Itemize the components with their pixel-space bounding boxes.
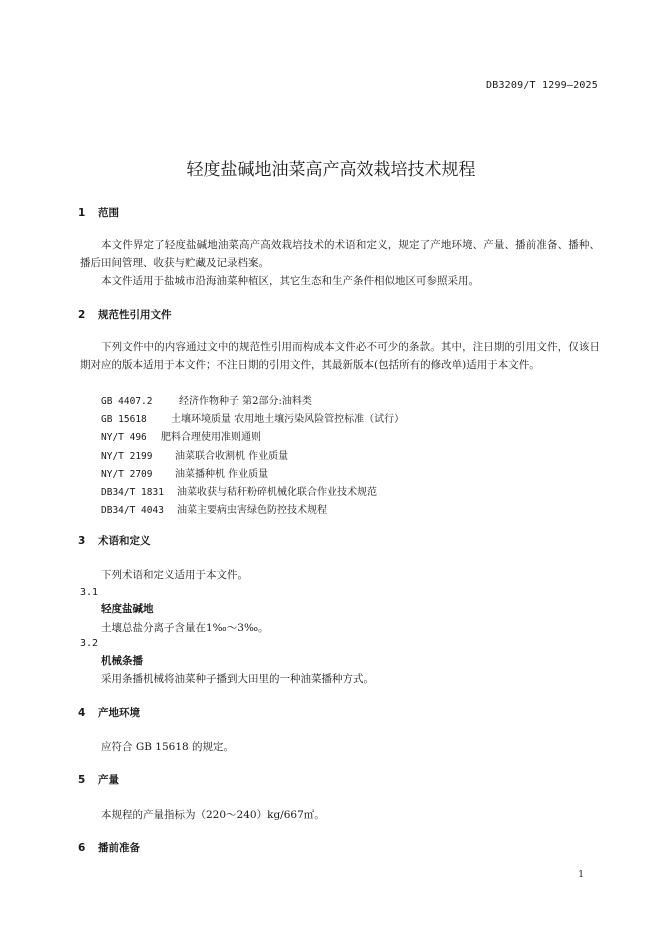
reference-name: 肥料合理使用准则通则 bbox=[161, 432, 261, 444]
page-number: 1 bbox=[578, 870, 584, 880]
section-title: 范围 bbox=[98, 207, 119, 219]
reference-code: DB34/T 4043 bbox=[101, 505, 164, 517]
reference-item bbox=[101, 448, 404, 466]
reference-item bbox=[101, 502, 404, 520]
section-1-heading bbox=[78, 205, 119, 220]
reference-item bbox=[101, 393, 404, 411]
environment-text: 应符合 GB 15618 的规定。 bbox=[101, 741, 235, 753]
term-number: 3.2 bbox=[80, 638, 99, 649]
reference-name: 经济作物种子 第2部分:油料类 bbox=[179, 396, 312, 407]
reference-code: GB 4407.2 bbox=[101, 396, 153, 407]
reference-code: NY/T 2199 bbox=[101, 450, 153, 462]
section-title: 术语和定义 bbox=[98, 535, 151, 547]
reference-name: 油菜联合收割机 作业质量 bbox=[175, 450, 289, 462]
reference-item bbox=[101, 411, 404, 429]
reference-code: NY/T 496 bbox=[101, 432, 147, 444]
section-number: 3 bbox=[78, 535, 86, 547]
section-title: 产地环境 bbox=[98, 707, 140, 719]
standard-code: DB3209/T 1299—2025 bbox=[486, 80, 598, 91]
normative-refs-intro: 下列文件中的内容通过文中的规范性引用而构成本文件必不可少的条款。其中，注日期的引用文件，仅该日期对应的版本适用于本文件；不注日期的引用文件，其最新版本(包括所有的修改单)适用于本文件。 bbox=[80, 341, 600, 371]
section-4-heading bbox=[78, 705, 140, 720]
reference-code: DB34/T 1831 bbox=[101, 487, 164, 499]
section-6-heading bbox=[78, 840, 140, 855]
term-definition: 采用条播机械将油菜种子播到大田里的一种油菜播种方式。 bbox=[101, 673, 374, 685]
section-number: 4 bbox=[78, 707, 86, 719]
reference-item bbox=[101, 466, 404, 484]
scope-paragraph-1: 本文件界定了轻度盐碱地油菜高产高效栽培技术的术语和定义，规定了产地环境、产量、播前准备、播种、播后田间管理、收获与贮藏及记录档案。 bbox=[80, 239, 600, 269]
section-2-heading bbox=[78, 307, 172, 322]
section-number: 6 bbox=[78, 842, 86, 854]
reference-item bbox=[101, 429, 404, 447]
reference-code: NY/T 2709 bbox=[101, 468, 153, 480]
section-title: 规范性引用文件 bbox=[98, 309, 172, 321]
reference-name: 油菜主要病虫害绿色防控技术规程 bbox=[177, 505, 327, 517]
terms-intro: 下列术语和定义适用于本文件。 bbox=[101, 569, 248, 581]
term-definition: 土壤总盐分离子含量在1‰～3‰。 bbox=[101, 622, 269, 634]
document-title: 轻度盐碱地油菜高产高效栽培技术规程 bbox=[186, 160, 476, 180]
reference-item bbox=[101, 484, 404, 502]
reference-name: 油菜收获与秸秆粉碎机械化联合作业技术规范 bbox=[177, 487, 377, 499]
reference-list bbox=[101, 393, 404, 520]
section-title: 产量 bbox=[98, 774, 119, 786]
section-title: 播前准备 bbox=[98, 842, 140, 854]
term-name: 机械条播 bbox=[101, 655, 143, 667]
section-number: 1 bbox=[78, 207, 86, 219]
reference-name: 油菜播种机 作业质量 bbox=[175, 468, 269, 480]
term-name: 轻度盐碱地 bbox=[101, 603, 154, 615]
section-5-heading bbox=[78, 772, 119, 787]
reference-name: 土壤环境质量 农用地土壤污染风险管控标准（试行） bbox=[171, 414, 405, 426]
yield-text: 本规程的产量指标为（220～240）kg/667㎡。 bbox=[101, 809, 325, 821]
section-3-heading bbox=[78, 533, 151, 548]
term-number: 3.1 bbox=[80, 587, 99, 598]
scope-paragraph-2: 本文件适用于盐城市沿海油菜种植区，其它生态和生产条件相似地区可参照采用。 bbox=[101, 275, 479, 287]
section-number: 2 bbox=[78, 309, 86, 321]
reference-code: GB 15618 bbox=[101, 414, 147, 426]
section-number: 5 bbox=[78, 774, 86, 786]
